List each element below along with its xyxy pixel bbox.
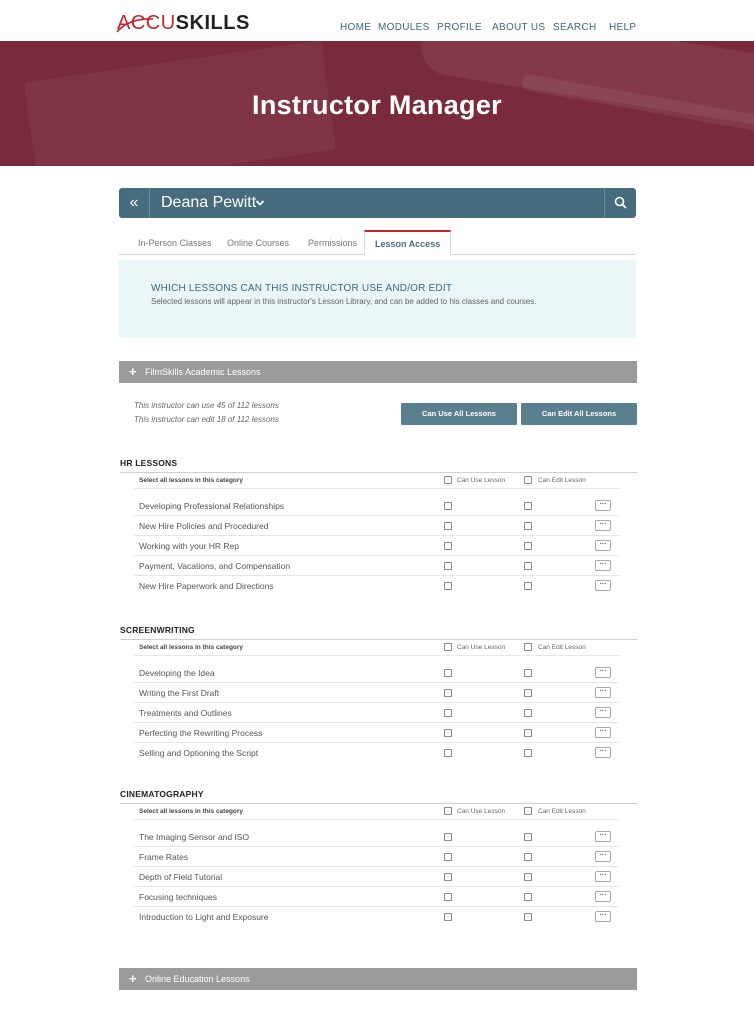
- can-edit-checkbox[interactable]: [524, 522, 532, 530]
- can-edit-checkbox[interactable]: [524, 709, 532, 717]
- row-divider: [134, 866, 619, 867]
- group-label: Online Education Lessons: [145, 974, 250, 984]
- category-title: SCREENWRITING: [120, 625, 195, 635]
- category-divider: [120, 803, 637, 804]
- can-edit-checkbox[interactable]: [524, 749, 532, 757]
- group-online-education[interactable]: [119, 968, 637, 990]
- header-divider: [134, 488, 619, 489]
- can-edit-checkbox[interactable]: [524, 913, 532, 921]
- nav-modules[interactable]: MODULES: [378, 22, 430, 33]
- logo-accu-text: ACCU: [117, 12, 176, 34]
- row-divider: [134, 702, 619, 703]
- can-use-checkbox[interactable]: [444, 522, 452, 530]
- select-all-label[interactable]: Select all lessons in this category: [139, 808, 244, 815]
- more-options-icon[interactable]: ···: [595, 500, 611, 511]
- can-edit-checkbox[interactable]: [524, 833, 532, 841]
- lesson-name: Frame Rates: [139, 852, 189, 862]
- more-options-icon[interactable]: ···: [595, 707, 611, 718]
- can-edit-header: Can Edit Lesson: [538, 644, 586, 651]
- main-nav: [0, 22, 754, 34]
- can-edit-checkbox[interactable]: [524, 853, 532, 861]
- more-options-icon[interactable]: ···: [595, 580, 611, 591]
- logo-skills-text: SKILLS: [175, 12, 250, 34]
- can-edit-checkbox[interactable]: [524, 873, 532, 881]
- can-use-checkbox[interactable]: [444, 853, 452, 861]
- can-use-checkbox[interactable]: [444, 893, 452, 901]
- can-edit-checkbox[interactable]: [524, 542, 532, 550]
- can-edit-all-button[interactable]: Can Edit All Lessons: [521, 403, 637, 425]
- row-divider: [134, 846, 619, 847]
- nav-profile[interactable]: PROFILE: [437, 22, 482, 33]
- can-edit-checkbox[interactable]: [524, 893, 532, 901]
- search-icon[interactable]: [604, 188, 636, 218]
- nav-help[interactable]: HELP: [609, 22, 637, 33]
- nav-about-us[interactable]: ABOUT US: [492, 22, 546, 33]
- lesson-name: The Imaging Sensor and ISO: [139, 832, 250, 842]
- row-divider: [134, 886, 619, 887]
- more-options-icon[interactable]: ···: [595, 911, 611, 922]
- lesson-name: Working with your HR Rep: [139, 541, 239, 551]
- can-edit-checkbox[interactable]: [524, 729, 532, 737]
- can-use-checkbox[interactable]: [444, 689, 452, 697]
- category-divider: [120, 639, 637, 640]
- group-filmskills-academic[interactable]: [119, 361, 637, 383]
- lesson-name: Developing the Idea: [139, 668, 215, 678]
- can-use-checkbox[interactable]: [444, 709, 452, 717]
- category-title: CINEMATOGRAPHY: [120, 789, 204, 799]
- tab-bar: [119, 230, 636, 255]
- can-use-all-button[interactable]: Can Use All Lessons: [401, 403, 517, 425]
- more-options-icon[interactable]: ···: [595, 520, 611, 531]
- can-use-checkbox[interactable]: [444, 502, 452, 510]
- lesson-name: Depth of Field Tutorial: [139, 872, 223, 882]
- header-divider: [134, 819, 619, 820]
- can-edit-header: Can Edit Lesson: [538, 477, 586, 484]
- select-all-use-checkbox[interactable]: [444, 807, 452, 815]
- chevron-down-icon[interactable]: [255, 196, 265, 211]
- can-use-checkbox[interactable]: [444, 542, 452, 550]
- can-use-header: Can Use Lesson: [457, 644, 506, 651]
- select-all-use-checkbox[interactable]: [444, 643, 452, 651]
- select-all-edit-checkbox[interactable]: [524, 476, 532, 484]
- can-use-checkbox[interactable]: [444, 833, 452, 841]
- info-panel: [119, 260, 636, 338]
- more-options-icon[interactable]: ···: [595, 831, 611, 842]
- can-use-header: Can Use Lesson: [457, 477, 506, 484]
- more-options-icon[interactable]: ···: [595, 540, 611, 551]
- row-divider: [134, 515, 619, 516]
- more-options-icon[interactable]: ···: [595, 727, 611, 738]
- use-count-text: This instructor can use 45 of 112 lessons: [134, 401, 279, 410]
- can-edit-checkbox[interactable]: [524, 669, 532, 677]
- row-divider: [134, 682, 619, 683]
- category-title: HR LESSONS: [120, 458, 178, 468]
- select-all-label[interactable]: Select all lessons in this category: [139, 477, 244, 484]
- can-use-checkbox[interactable]: [444, 873, 452, 881]
- can-edit-header: Can Edit Lesson: [538, 808, 586, 815]
- can-use-checkbox[interactable]: [444, 582, 452, 590]
- can-use-checkbox[interactable]: [444, 749, 452, 757]
- instructor-bar: [119, 188, 636, 218]
- lesson-name: New Hire Policies and Procedured: [139, 521, 269, 531]
- can-use-checkbox[interactable]: [444, 729, 452, 737]
- lesson-name: Writing the First Draft: [139, 688, 220, 698]
- category-divider: [120, 472, 637, 473]
- more-options-icon[interactable]: ···: [595, 747, 611, 758]
- lesson-name: Introduction to Light and Exposure: [139, 912, 269, 922]
- row-divider: [134, 575, 619, 576]
- select-all-edit-checkbox[interactable]: [524, 807, 532, 815]
- info-text: Selected lessons will appear in this instructor's Lesson Library, and can be added to his classes and courses.: [151, 297, 537, 306]
- row-divider: [134, 742, 619, 743]
- lesson-name: Perfecting the Rewriting Process: [139, 728, 263, 738]
- hero-banner: [0, 41, 754, 166]
- select-all-use-checkbox[interactable]: [444, 476, 452, 484]
- lesson-name: New Hire Paperwork and Directions: [139, 581, 274, 591]
- more-options-icon[interactable]: ···: [595, 851, 611, 862]
- nav-home[interactable]: HOME: [340, 22, 372, 33]
- can-edit-checkbox[interactable]: [524, 502, 532, 510]
- row-divider: [134, 722, 619, 723]
- more-options-icon[interactable]: ···: [595, 871, 611, 882]
- can-use-checkbox[interactable]: [444, 669, 452, 677]
- can-edit-checkbox[interactable]: [524, 562, 532, 570]
- instructor-name[interactable]: Deana Pewitt: [161, 194, 257, 211]
- nav-search[interactable]: SEARCH: [553, 22, 597, 33]
- row-divider: [134, 906, 619, 907]
- can-use-checkbox[interactable]: [444, 562, 452, 570]
- can-edit-checkbox[interactable]: [524, 582, 532, 590]
- more-options-icon[interactable]: ···: [595, 667, 611, 678]
- row-divider: [134, 555, 619, 556]
- double-chevron-left-icon[interactable]: «: [119, 188, 150, 218]
- tab-in-person-classes[interactable]: In-Person Classes: [138, 238, 212, 248]
- select-all-edit-checkbox[interactable]: [524, 643, 532, 651]
- plus-icon: +: [129, 971, 137, 986]
- lesson-name: Selling and Optioning the Script: [139, 748, 259, 758]
- plus-icon: +: [129, 364, 137, 379]
- tab-online-courses[interactable]: Online Courses: [227, 238, 290, 248]
- page-title: Instructor Manager: [252, 90, 502, 120]
- edit-count-text: This instructor can edit 18 of 112 lessons: [134, 415, 279, 424]
- lesson-name: Treatments and Outlines: [139, 708, 232, 718]
- more-options-icon[interactable]: ···: [595, 891, 611, 902]
- more-options-icon[interactable]: ···: [595, 560, 611, 571]
- info-heading: WHICH LESSONS CAN THIS INSTRUCTOR USE AND/OR EDIT: [151, 283, 453, 294]
- tab-lesson-access[interactable]: Lesson Access: [364, 230, 451, 256]
- can-use-header: Can Use Lesson: [457, 808, 506, 815]
- lesson-name: Focusing techniques: [139, 892, 217, 902]
- more-options-icon[interactable]: ···: [595, 687, 611, 698]
- lesson-name: Developing Professional Relationships: [139, 501, 285, 511]
- select-all-label[interactable]: Select all lessons in this category: [139, 644, 244, 651]
- header-divider: [134, 655, 619, 656]
- row-divider: [134, 535, 619, 536]
- tab-permissions[interactable]: Permissions: [308, 238, 358, 248]
- group-label: FilmSkills Academic Lessons: [145, 367, 261, 377]
- top-navigation: [0, 0, 754, 41]
- can-use-checkbox[interactable]: [444, 913, 452, 921]
- can-edit-checkbox[interactable]: [524, 689, 532, 697]
- lesson-name: Payment, Vacations, and Compensation: [139, 561, 291, 571]
